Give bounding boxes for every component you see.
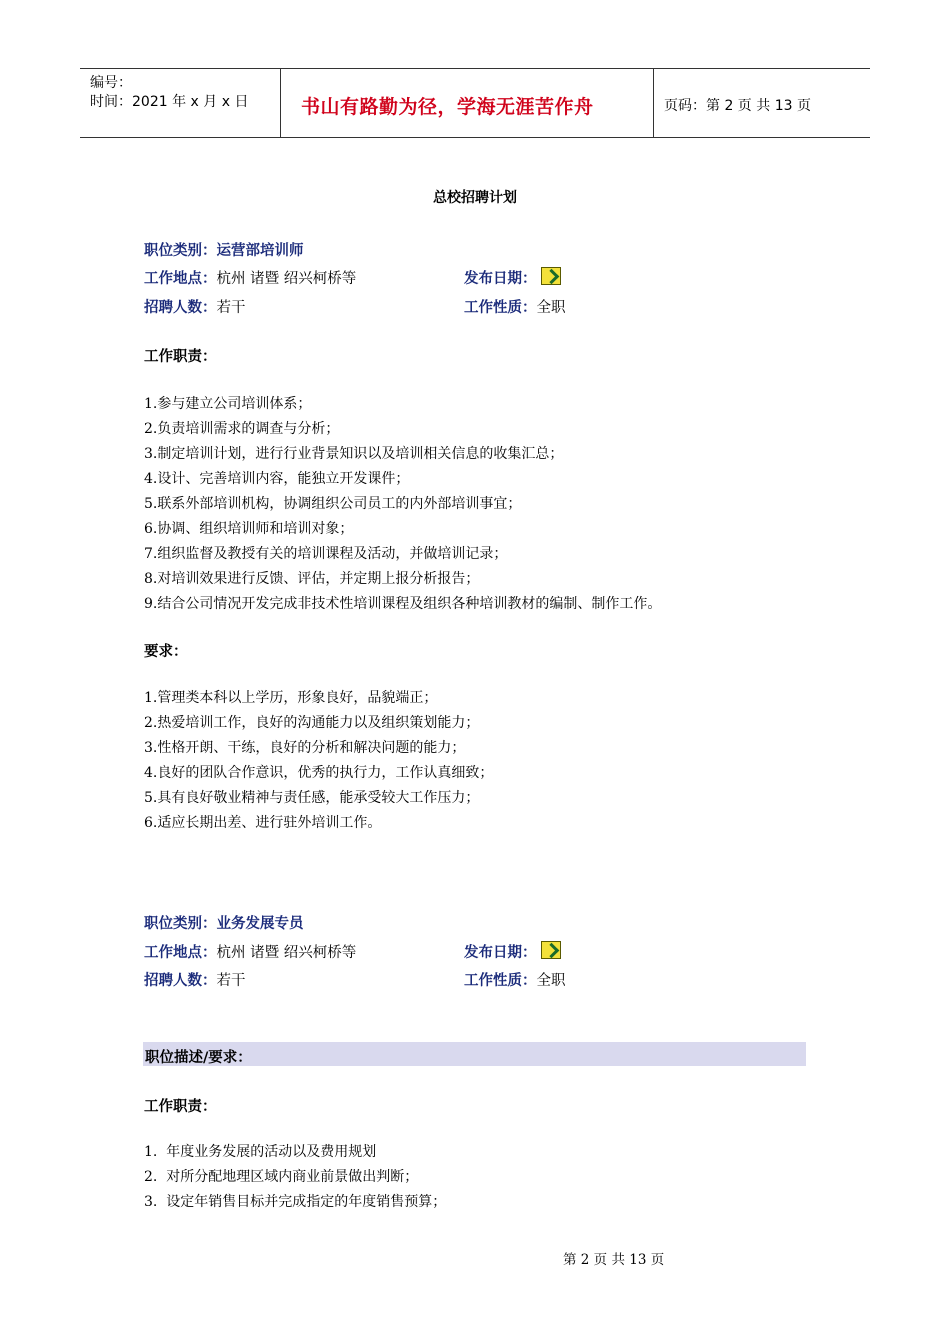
job1-nature [464, 296, 566, 317]
job2-location-label: 工作地点： [144, 945, 217, 961]
job1-nature-value: 全职 [536, 300, 566, 316]
job1-count-value: 若干 [216, 300, 246, 316]
job2-category-value: 业务发展专员 [216, 916, 304, 932]
job1-date [464, 267, 561, 288]
job1-duty-item: 1.参与建立公司培训体系； [144, 396, 312, 412]
job1-requirement-item: 4.良好的团队合作意识，优秀的执行力，工作认真细致； [144, 765, 494, 781]
job2-nature-value: 全职 [536, 973, 566, 989]
job2-nature-label: 工作性质： [464, 973, 537, 989]
job1-requirement-item: 6.适应长期出差、进行驻外培训工作。 [144, 815, 382, 831]
calendar-arrow-icon [541, 267, 561, 285]
header-right-cell [654, 69, 870, 137]
number-label: 编号： [90, 75, 132, 91]
motto: 书山有路勤为径，学海无涯苦作舟 [301, 96, 594, 118]
description-band [143, 1042, 806, 1066]
job2-category-label: 职位类别： [144, 916, 217, 932]
job1-category [144, 239, 304, 260]
job1-requirement-item: 5.具有良好敬业精神与责任感，能承受较大工作压力； [144, 790, 480, 806]
job2-count-label: 招聘人数： [144, 973, 217, 989]
job1-duties-heading: 工作职责： [144, 349, 217, 365]
job1-requirement-item: 1.管理类本科以上学历，形象良好，品貌端正； [144, 690, 438, 706]
job2-duty-item: 1. 年度业务发展的活动以及费用规划 [144, 1144, 377, 1160]
job2-category [144, 912, 304, 933]
description-band-label: 职位描述/要求： [145, 1050, 252, 1066]
time-label: 时间：2021 年 x 月 x 日 [90, 94, 249, 110]
job2-location [144, 941, 356, 962]
job1-location [144, 267, 356, 288]
job2-duty-item: 2. 对所分配地理区域内商业前景做出判断； [144, 1169, 419, 1185]
page-header [80, 68, 870, 138]
job1-duty-item: 4.设计、完善培训内容，能独立开发课件； [144, 471, 410, 487]
job1-category-value: 运营部培训师 [216, 243, 304, 259]
job2-nature [464, 969, 566, 990]
job1-duty-item: 8.对培训效果进行反馈、评估，并定期上报分析报告； [144, 571, 480, 587]
job1-duty-item: 2.负责培训需求的调查与分析； [144, 421, 340, 437]
job2-date [464, 941, 561, 962]
job1-location-value: 杭州 诸暨 绍兴柯桥等 [216, 271, 357, 287]
calendar-arrow-icon [541, 941, 561, 959]
page-number-label: 页码：第 2 页 共 13 页 [664, 98, 811, 114]
job1-requirements-heading: 要求： [144, 644, 188, 660]
page-title: 总校招聘计划 [433, 190, 517, 206]
job1-count-label: 招聘人数： [144, 300, 217, 316]
job2-count-value: 若干 [216, 973, 246, 989]
job1-category-label: 职位类别： [144, 243, 217, 259]
header-left-cell [80, 69, 281, 137]
job1-date-label: 发布日期： [464, 271, 537, 287]
job1-duty-item: 6.协调、组织培训师和培训对象； [144, 521, 354, 537]
header-motto-cell [281, 69, 654, 137]
job2-date-label: 发布日期： [464, 945, 537, 961]
job1-nature-label: 工作性质： [464, 300, 537, 316]
job1-duty-item: 7.组织监督及教授有关的培训课程及活动，并做培训记录； [144, 546, 508, 562]
job1-requirement-item: 2.热爱培训工作，良好的沟通能力以及组织策划能力； [144, 715, 480, 731]
job2-duties-heading: 工作职责： [144, 1099, 217, 1115]
page-footer: 第 2 页 共 13 页 [563, 1252, 665, 1268]
job2-duty-item: 3. 设定年销售目标并完成指定的年度销售预算； [144, 1194, 447, 1210]
job2-location-value: 杭州 诸暨 绍兴柯桥等 [216, 945, 357, 961]
job1-count [144, 296, 246, 317]
job1-location-label: 工作地点： [144, 271, 217, 287]
job1-duty-item: 9.结合公司情况开发完成非技术性培训课程及组织各种培训教材的编制、制作工作。 [144, 596, 662, 612]
job1-duty-item: 5.联系外部培训机构，协调组织公司员工的内外部培训事宜； [144, 496, 522, 512]
job1-requirement-item: 3.性格开朗、干练，良好的分析和解决问题的能力； [144, 740, 466, 756]
job1-duty-item: 3.制定培训计划，进行行业背景知识以及培训相关信息的收集汇总； [144, 446, 564, 462]
job2-count [144, 969, 246, 990]
